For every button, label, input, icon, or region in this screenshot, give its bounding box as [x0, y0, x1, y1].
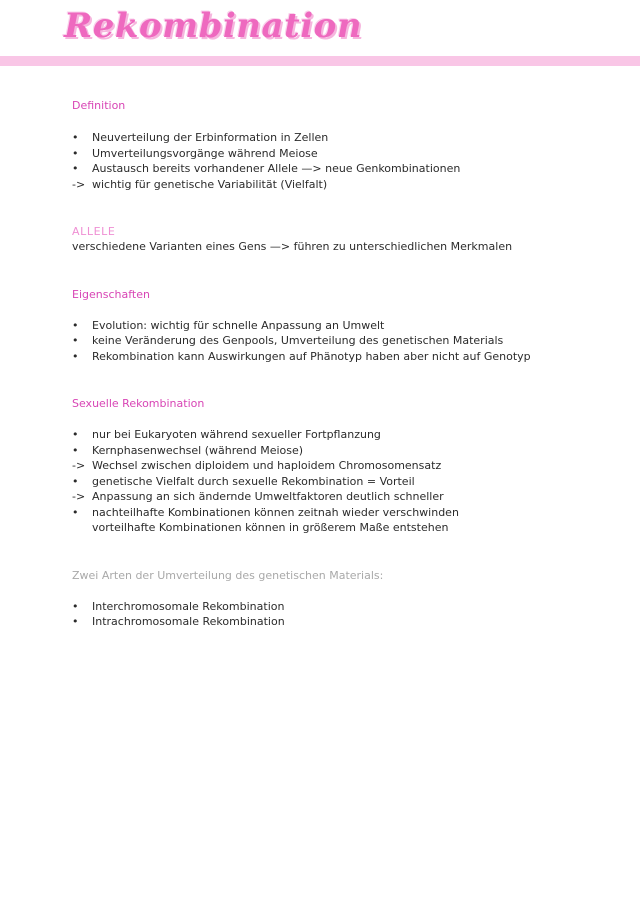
list-item-text: Umverteilungsvorgänge während Meiose: [92, 147, 318, 160]
section-heading-allele: ALLELE: [72, 225, 116, 238]
list-item-text: Anpassung an sich ändernde Umweltfaktoren deutlich schneller: [92, 490, 444, 503]
list-item-text: Wechsel zwischen diploidem und haploidem Chromosomensatz: [92, 459, 442, 472]
list-item-text: Intrachromosomale Rekombination: [92, 615, 285, 628]
arrow-marker: ->: [72, 490, 86, 503]
list-item: [72, 521, 448, 535]
list-item-text: Austausch bereits vorhandener Allele —> neue Genkombinationen: [92, 162, 461, 175]
bullet-marker: •: [72, 475, 79, 488]
bullet-marker: •: [72, 319, 79, 332]
list-item: [72, 147, 318, 161]
list-item: [72, 506, 459, 520]
arrow-marker: ->: [72, 459, 86, 472]
list-item: [72, 600, 284, 614]
title-underline-band: [0, 56, 640, 66]
list-item-text: wichtig für genetische Variabilität (Vielfalt): [92, 178, 328, 191]
list-item: [72, 428, 381, 442]
bullet-marker: •: [72, 600, 79, 613]
bullet-marker: •: [72, 147, 79, 160]
list-item-text: Kernphasenwechsel (während Meiose): [92, 444, 304, 457]
bullet-marker: •: [72, 131, 79, 144]
bullet-marker: •: [72, 615, 79, 628]
page-title: Rekombination: [64, 6, 363, 46]
list-item-text: genetische Vielfalt durch sexuelle Rekombination = Vorteil: [92, 475, 415, 488]
list-item: [72, 350, 531, 364]
list-item: [72, 131, 328, 145]
bullet-marker: •: [72, 162, 79, 175]
list-item: [72, 475, 415, 489]
section-heading-zwei-arten: Zwei Arten der Umverteilung des genetischen Materials:: [72, 569, 384, 582]
bullet-marker: •: [72, 506, 79, 519]
list-item-text: Interchromosomale Rekombination: [92, 600, 285, 613]
bullet-marker: •: [72, 444, 79, 457]
allele-definition-text: verschiedene Varianten eines Gens —> führen zu unterschiedlichen Merkmalen: [72, 240, 513, 253]
section-heading-eigenschaften: Eigenschaften: [72, 288, 150, 301]
list-item: [72, 490, 444, 504]
list-item-text: keine Veränderung des Genpools, Umverteilung des genetischen Materials: [92, 334, 504, 347]
list-item-text: vorteilhafte Kombinationen können in größerem Maße entstehen: [92, 521, 449, 534]
list-item: [72, 162, 460, 176]
list-item-text: Evolution: wichtig für schnelle Anpassung an Umwelt: [92, 319, 385, 332]
list-item: [72, 444, 303, 458]
list-item-text: Neuverteilung der Erbinformation in Zellen: [92, 131, 329, 144]
list-item-text: Rekombination kann Auswirkungen auf Phänotyp haben aber nicht auf Genotyp: [92, 350, 531, 363]
list-item-text: nur bei Eukaryoten während sexueller Fortpflanzung: [92, 428, 381, 441]
section-heading-definition: Definition: [72, 99, 126, 112]
arrow-marker: ->: [72, 178, 86, 191]
bullet-marker: •: [72, 350, 79, 363]
list-item: [72, 334, 503, 348]
list-item: [72, 615, 285, 629]
bullet-marker: •: [72, 334, 79, 347]
section-heading-sexuelle-rekombination: Sexuelle Rekombination: [72, 397, 205, 410]
bullet-marker: •: [72, 428, 79, 441]
list-item: [72, 178, 327, 192]
list-item: [72, 319, 384, 333]
list-item-text: nachteilhafte Kombinationen können zeitnah wieder verschwinden: [92, 506, 459, 519]
list-item: [72, 459, 441, 473]
